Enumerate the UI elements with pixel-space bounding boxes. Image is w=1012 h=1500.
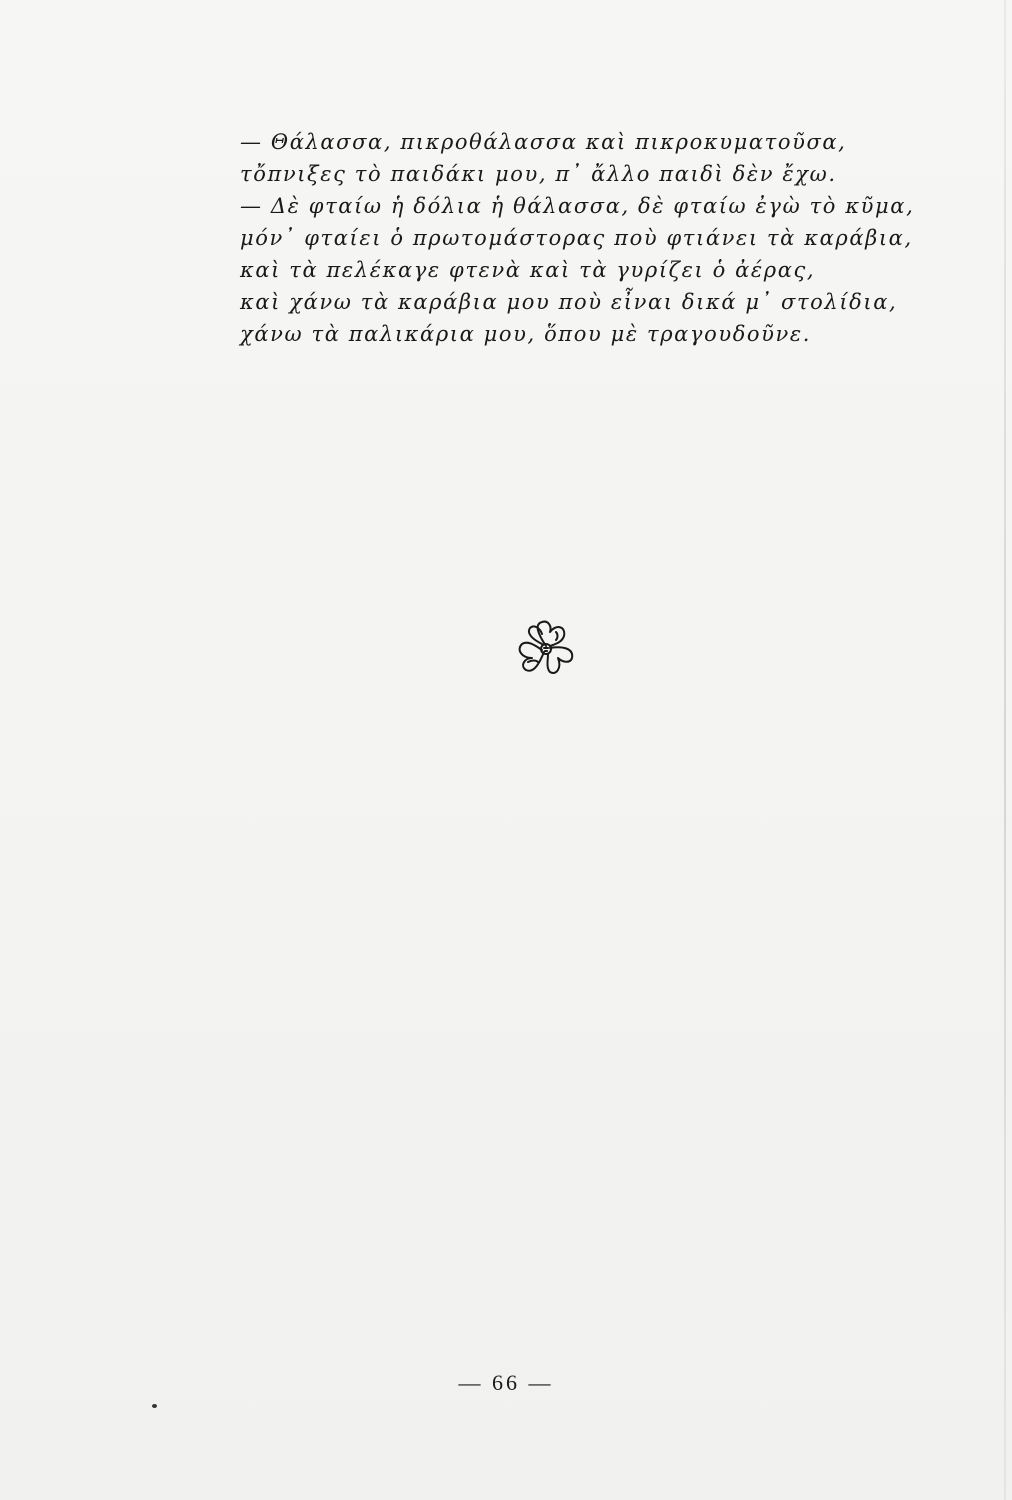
flower-ornament-icon (512, 618, 580, 680)
verse-line-6: καὶ χάνω τὰ καράβια μου ποὺ εἶναι δικά μ᾿ στολίδια, (240, 290, 898, 314)
ink-speck (152, 1404, 157, 1408)
verse-line-5: καὶ τὰ πελέκαγε φτενὰ καὶ τὰ γυρίζει ὁ ἀέρας, (240, 258, 816, 282)
page-number: — 66 — (458, 1370, 554, 1395)
verse-line-2: τὄπνιξες τὸ παιδάκι μου, π᾿ ἄλλο παιδὶ δὲν ἔχω. (240, 162, 837, 186)
verse-line-7: χάνω τὰ παλικάρια μου, ὅπου μὲ τραγουδοῦνε. (240, 322, 812, 346)
verse-line-3: — Δὲ φταίω ἡ δόλια ἡ θάλασσα, δὲ φταίω ἐγὼ τὸ κῦμα, (240, 194, 915, 218)
page-edge-shadow (1004, 0, 1006, 1500)
verse-line-4: μόν᾿ φταίει ὁ πρωτομάστορας ποὺ φτιάνει τὰ καράβια, (240, 226, 913, 250)
poem-stanza (240, 126, 915, 350)
verse-line-1: — Θάλασσα, πικροθάλασσα καὶ πικροκυματοῦσα, (240, 130, 847, 154)
